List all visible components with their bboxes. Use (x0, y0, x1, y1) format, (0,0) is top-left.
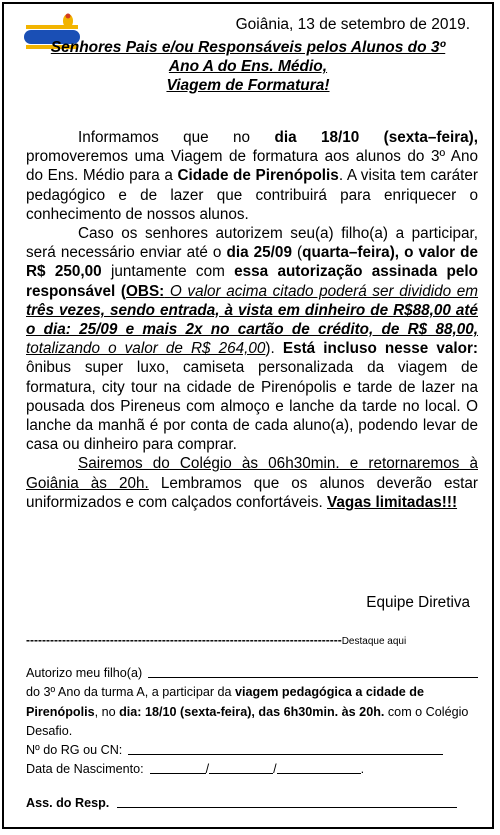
letter-body (26, 128, 478, 512)
cut-line: -------------------------------------------------------------------------------Destaque aqui (26, 633, 407, 647)
authorization-slip (26, 664, 478, 813)
title-line-1: Senhores Pais e/ou Responsáveis pelos Alunos do 3º (50, 39, 446, 56)
student-name-field[interactable] (148, 664, 478, 678)
document-title (16, 38, 480, 95)
document-date: Goiânia, 13 de setembro de 2019. (235, 16, 470, 33)
rg-field[interactable] (128, 741, 443, 755)
paragraph-payment: Caso os senhores autorizem seu(a) filho(a) a participar, será necessário enviar até o dia 25/09 (quarta–feira), o valor de R$ 250,00 juntamente com essa autorização assinada pelo responsável (OBS: O valor acima citado poderá ser dividido em três vezes, sendo entrada, à vista em dinheiro de R$88,00 até o dia: 25/09 e mais 2x no cartão de crédito, de R$ 88,00, totalizando o valor de R$ 264,00). Está incluso nesse valor: ônibus super luxo, camiseta personalizada da viagem de formatura, city tour na cidade de Pirenópolis e tarde de lazer na pousada dos Pireneus com almoço e lanche da tarde no local. O lanche da manhã é por conta de cada aluno(a), podendo levar de casa ou dinheiro para comprar. (26, 225, 479, 454)
birth-year-field[interactable] (277, 760, 361, 774)
rg-row: Nº do RG ou CN: (26, 741, 478, 760)
signature-row: Ass. do Resp. (26, 794, 478, 813)
birth-date-row: Data de Nascimento: / / . (26, 762, 365, 777)
birth-day-field[interactable] (150, 760, 206, 774)
paragraph-schedule: Sairemos do Colégio às 06h30min. e retornaremos à Goiânia às 20h. Lembramos que os alunos deverão estar uniformizados e com calçados confortáveis. Vagas limitadas!!! (26, 455, 479, 511)
authorize-text: do 3º Ano da turma A, a participar da viagem pedagógica a cidade de Pirenópolis, no dia: 18/10 (sexta-feira), das 6h30min. às 20h. com o Colégio Desafio. (26, 685, 469, 738)
guardian-signature-field[interactable] (117, 794, 457, 808)
birth-month-field[interactable] (209, 760, 273, 774)
title-line-2: Ano A do Ens. Médio, (168, 58, 328, 75)
authorize-row: Autorizo meu filho(a) (26, 664, 478, 683)
document-frame (2, 2, 494, 829)
paragraph-intro: Informamos que no dia 18/10 (sexta–feira), promoveremos uma Viagem de formatura aos alunos do 3º Ano do Ens. Médio para a Cidade de Pirenópolis. A visita tem caráter pedagógico e de lazer que contribuirá para enriquecer o conhecimento de nossos alunos. (26, 129, 479, 223)
title-line-3: Viagem de Formatura! (166, 77, 330, 94)
signature-label: Equipe Diretiva (366, 594, 470, 611)
